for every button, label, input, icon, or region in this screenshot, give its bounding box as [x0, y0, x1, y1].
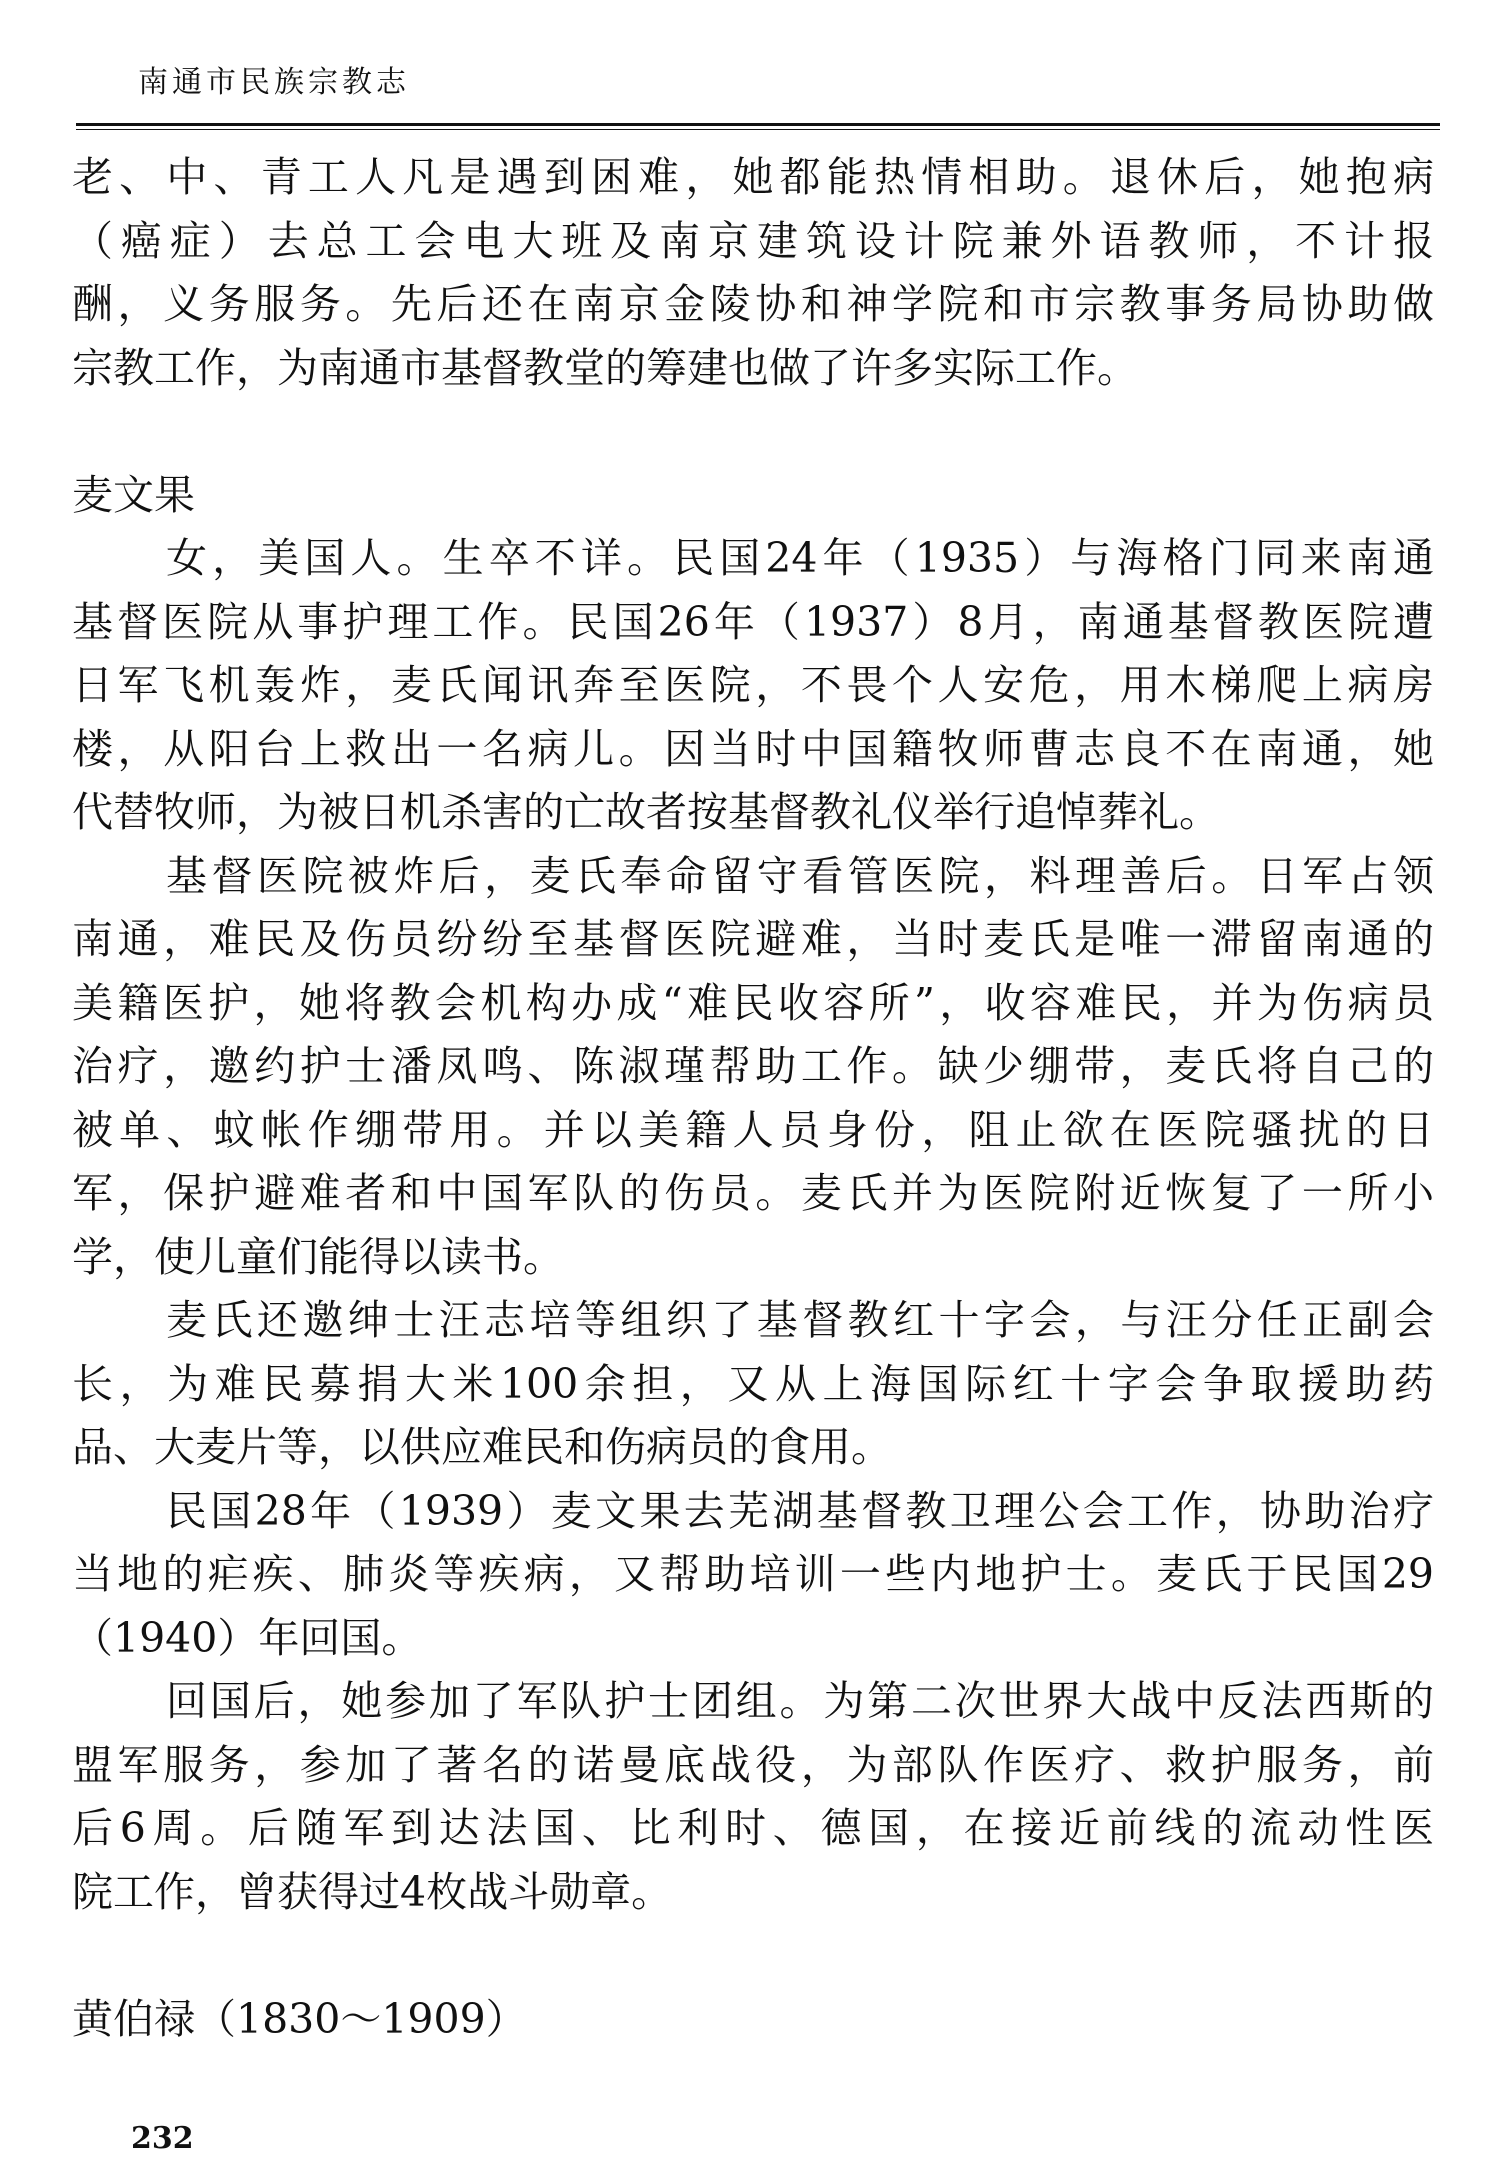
text-line: 酬，义务服务。先后还在南京金陵协和神学院和市宗教事务局协助做	[72, 280, 1434, 328]
text-line: 回国后，她参加了军队护士团组。为第二次世界大战中反法西斯的	[166, 1677, 1434, 1725]
text-line: 后6周。后随军到达法国、比利时、德国，在接近前线的流动性医	[72, 1804, 1434, 1852]
text-line: 代替牧师，为被日机杀害的亡故者按基督教礼仪举行追悼葬礼。	[72, 788, 1220, 836]
page-body	[72, 146, 1434, 2051]
text-line: （癌症）去总工会电大班及南京建筑设计院兼外语教师，不计报	[72, 216, 1434, 265]
text-line: 基督医院被炸后，麦氏奉命留守看管医院，料理善后。日军占领	[166, 851, 1434, 900]
text-line: 宗教工作，为南通市基督教堂的筹建也做了许多实际工作。	[72, 343, 1138, 392]
text-line: 军，保护避难者和中国军队的伤员。麦氏并为医院附近恢复了一所小	[72, 1169, 1434, 1217]
text-line: 女，美国人。生卒不详。民国24年（1935）与海格门同来南通	[166, 534, 1434, 582]
paragraph	[72, 1480, 1434, 1671]
blank-line	[72, 1924, 1434, 1988]
text-line: （1940）年回国。	[72, 1613, 423, 1662]
paragraph	[72, 1670, 1434, 1924]
page-number: 232	[131, 2121, 194, 2156]
text-line: 院工作，曾获得过4枚战斗勋章。	[72, 1867, 673, 1916]
entry-heading: 麦文果	[72, 470, 195, 519]
text-line: 民国28年（1939）麦文果去芜湖基督教卫理公会工作，协助治疗	[166, 1486, 1434, 1535]
text-line: 老、中、青工人凡是遇到困难，她都能热情相助。退休后，她抱病	[72, 153, 1434, 201]
text-line: 日军飞机轰炸，麦氏闻讯奔至医院，不畏个人安危，用木梯爬上病房	[72, 661, 1434, 709]
header-rule-thin	[76, 129, 1440, 130]
paragraph	[72, 1289, 1434, 1480]
text-line: 麦氏还邀绅士汪志培等组织了基督教红十字会，与汪分任正副会	[166, 1296, 1434, 1344]
paragraph	[72, 845, 1434, 1290]
text-line: 美籍医护，她将教会机构办成“难民收容所”，收容难民，并为伤病员	[72, 978, 1434, 1027]
running-header: 南通市民族宗教志	[138, 65, 410, 100]
text-line: 盟军服务，参加了著名的诺曼底战役，为部队作医疗、救护服务，前	[72, 1740, 1434, 1789]
text-line: 长，为难民募捐大米100余担，又从上海国际红十字会争取援助药	[72, 1359, 1434, 1408]
continued-paragraph	[72, 146, 1434, 400]
text-line: 楼，从阳台上救出一名病儿。因当时中国籍牧师曹志良不在南通，她	[72, 724, 1434, 773]
header-rule	[76, 123, 1440, 126]
paragraph	[72, 527, 1434, 845]
text-line: 治疗，邀约护士潘凤鸣、陈淑瑾帮助工作。缺少绷带，麦氏将自己的	[72, 1042, 1434, 1090]
entry-heading: 黄伯禄（1830～1909）	[72, 1994, 527, 2043]
text-line: 南通，难民及伤员纷纷至基督医院避难，当时麦氏是唯一滞留南通的	[72, 915, 1434, 963]
text-line: 基督医院从事护理工作。民国26年（1937）8月，南通基督教医院遭	[72, 597, 1434, 646]
blank-line	[72, 400, 1434, 464]
text-line: 被单、蚊帐作绷带用。并以美籍人员身份，阻止欲在医院骚扰的日	[72, 1105, 1434, 1154]
text-line: 学，使儿童们能得以读书。	[72, 1232, 564, 1281]
text-line: 当地的疟疾、肺炎等疾病，又帮助培训一些内地护士。麦氏于民国29	[72, 1550, 1434, 1598]
text-line: 品、大麦片等，以供应难民和伤病员的食用。	[72, 1423, 892, 1471]
